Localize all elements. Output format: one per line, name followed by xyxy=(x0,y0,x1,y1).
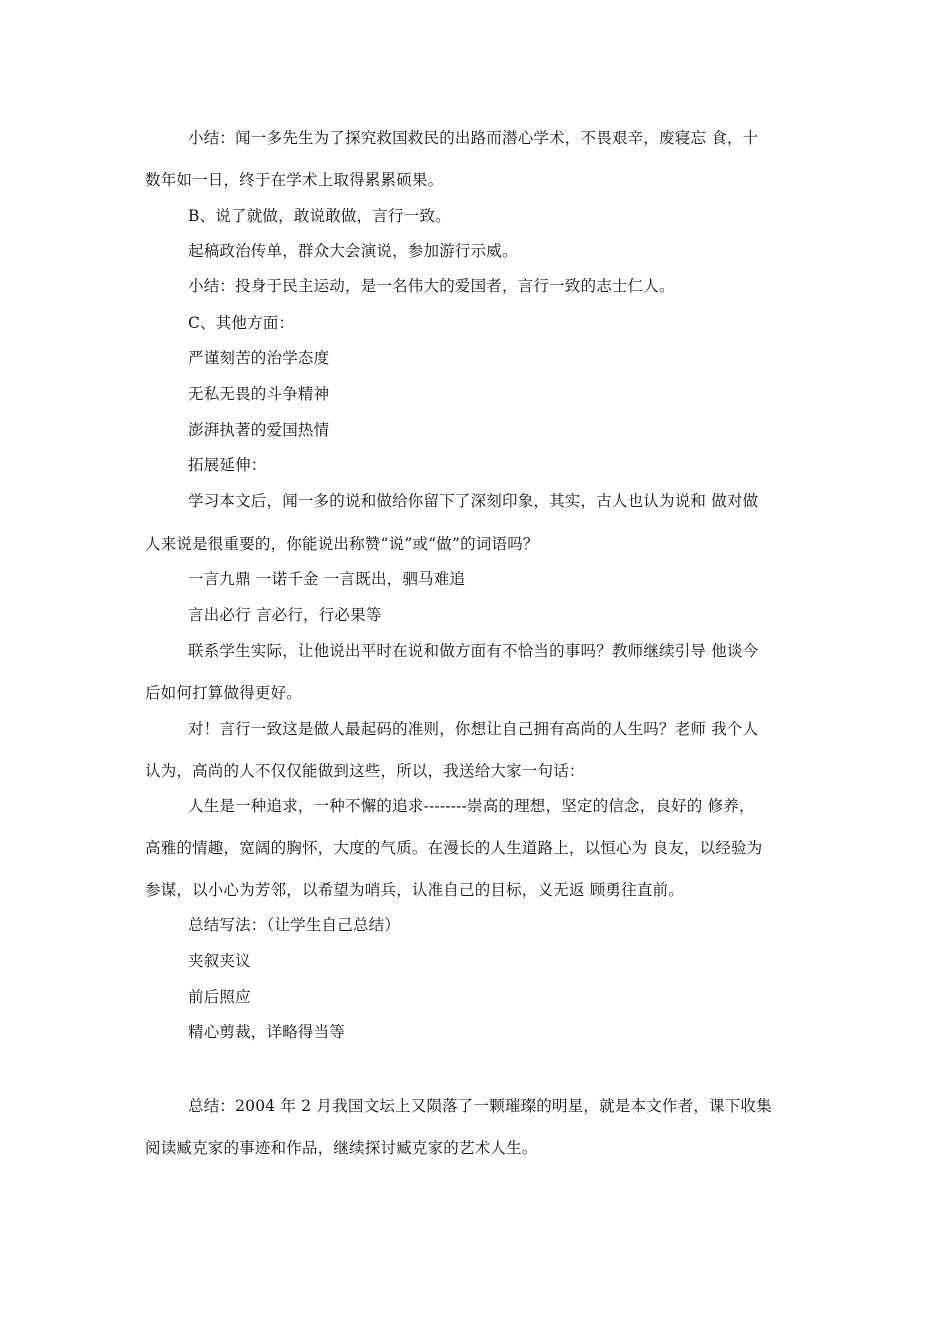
section-b-actions: 起稿政治传单，群众大会演说，参加游行示威。 xyxy=(188,242,518,260)
section-extension-heading: 拓展延伸： xyxy=(188,456,267,474)
paragraph-reflection-line-2: 后如何打算做得更好。 xyxy=(145,684,303,702)
paragraph-reflection-line-1: 联系学生实际，让他说出平时在说和做方面有不恰当的事吗？教师继续引导 他谈今 xyxy=(188,642,759,660)
writing-item-1: 夹叙夹议 xyxy=(188,952,251,970)
list-item-spirit: 无私无畏的斗争精神 xyxy=(188,385,330,403)
paragraph-extension-line-1: 学习本文后，闻一多的说和做给你留下了深刻印象，其实，古人也认为说和 做对做 xyxy=(188,492,759,510)
section-c-heading: C、其他方面： xyxy=(188,314,295,332)
paragraph-principle-line-2: 认为，高尚的人不仅仅能做到这些，所以，我送给大家一句话： xyxy=(145,762,585,780)
writing-item-2: 前后照应 xyxy=(188,988,251,1006)
paragraph-summary-1-line-1: 小结：闻一多先生为了探究救国救民的出路而潜心学术，不畏艰辛，废寝忘 食，十 xyxy=(188,129,759,147)
list-item-attitude: 严谨刻苦的治学态度 xyxy=(188,349,330,367)
idioms-line-2: 言出必行 言必行，行必果等 xyxy=(188,606,382,624)
paragraph-motto-line-3: 参谋，以小心为芳邻，以希望为哨兵，认准自己的目标，义无返 顾勇往直前。 xyxy=(145,881,684,899)
paragraph-motto-line-1: 人生是一种追求，一种不懈的追求--------崇高的理想，坚定的信念，良好的 修养， xyxy=(188,797,755,815)
paragraph-conclusion-line-1: 总结：2004 年 2 月我国文坛上又陨落了一颗璀璨的明星，就是本文作者，课下收集 xyxy=(188,1097,772,1115)
idioms-line-1: 一言九鼎 一诺千金 一言既出，驷马难追 xyxy=(188,570,466,588)
paragraph-extension-line-2: 人来说是很重要的，你能说出称赞“说”或“做”的词语吗？ xyxy=(145,535,539,553)
list-item-passion: 澎湃执著的爱国热情 xyxy=(188,421,330,439)
paragraph-summary-1-line-2: 数年如一日，终于在学术上取得累累硕果。 xyxy=(145,171,444,189)
writing-item-3: 精心剪裁，详略得当等 xyxy=(188,1023,346,1041)
paragraph-conclusion-line-2: 阅读臧克家的事迹和作品，继续探讨臧克家的艺术人生。 xyxy=(145,1139,538,1157)
section-b-heading: B、说了就做，敢说敢做，言行一致。 xyxy=(188,207,451,225)
paragraph-principle-line-1: 对！言行一致这是做人最起码的准则，你想让自己拥有高尚的人生吗？老师 我个人 xyxy=(188,720,759,738)
paragraph-summary-2: 小结：投身于民主运动，是一名伟大的爱国者，言行一致的志士仁人。 xyxy=(188,277,675,295)
paragraph-motto-line-2: 高雅的情趣，宽阔的胸怀，大度的气质。在漫长的人生道路上，以恒心为 良友，以经验为 xyxy=(145,839,763,857)
section-writing-heading: 总结写法：（让学生自己总结） xyxy=(188,916,401,934)
